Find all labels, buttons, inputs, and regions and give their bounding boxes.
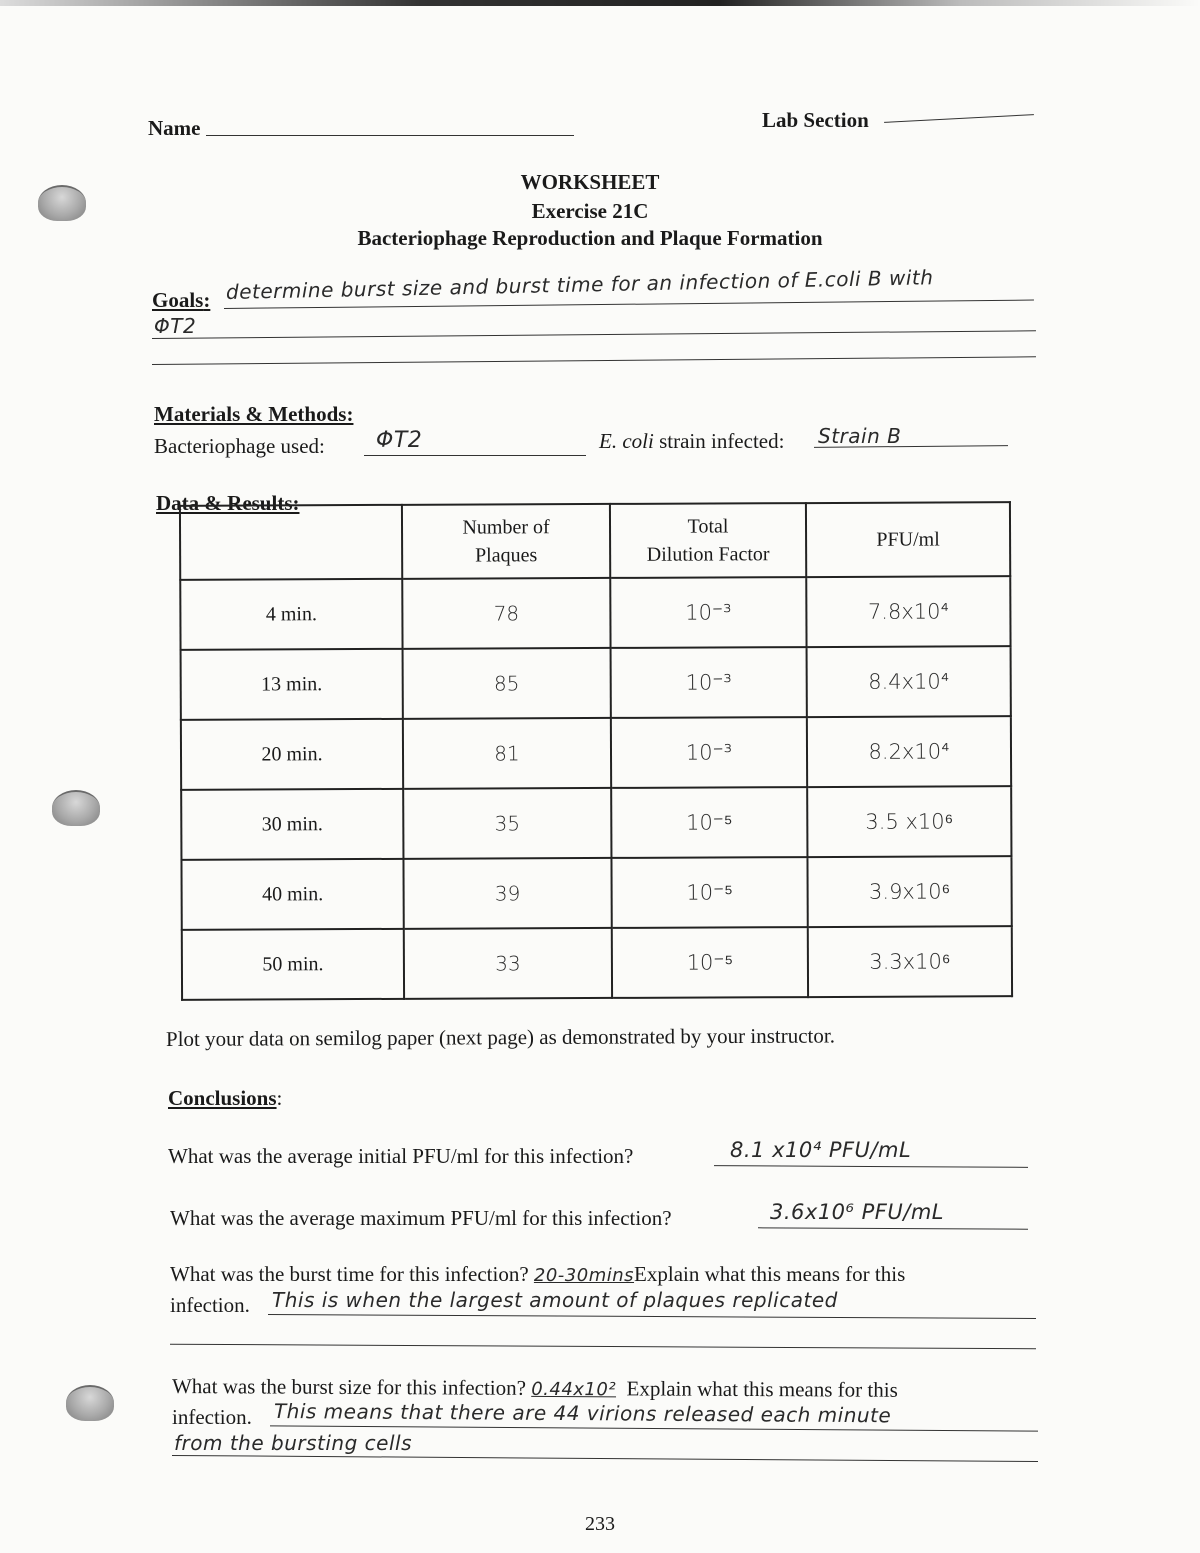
table-row	[181, 856, 1011, 930]
row-plaques: 81	[403, 718, 611, 789]
row-pfu: 3.3x10⁶	[808, 926, 1012, 997]
conclusions-heading: Conclusions:	[168, 1086, 283, 1110]
row-time: 20 min.	[181, 719, 403, 790]
worksheet-subtitle: Bacteriophage Reproduction and Plaque Formation	[357, 226, 823, 250]
header-dilution: Total Dilution Factor	[610, 503, 806, 578]
exercise-title: Exercise 21C	[531, 199, 649, 223]
row-plaques: 85	[403, 648, 611, 719]
materials-heading: Materials & Methods:	[154, 402, 354, 426]
row-pfu: 8.4x10⁴	[807, 646, 1011, 717]
answer-max-pfu: 3.6x10⁶ PFU/mL	[770, 1200, 944, 1224]
lab-section-label: Lab Section	[762, 108, 869, 132]
answer-initial-pfu: 8.1 x10⁴ PFU/mL	[730, 1138, 912, 1162]
question-burst-size: What was the burst size for this infection? 0.44x10² Explain what this means for this	[171, 1374, 898, 1402]
row-dilution: 10⁻⁵	[612, 927, 808, 998]
plot-instruction: Plot your data on semilog paper (next page) as demonstrated by your instructor.	[165, 1023, 835, 1051]
answer-line-burst-size-2	[172, 1455, 1038, 1462]
question-max-pfu: What was the average maximum PFU/ml for this infection?	[170, 1206, 672, 1230]
answer-burst-size-explanation-1: This means that there are 44 virions released each minute	[273, 1399, 892, 1428]
question-burst-size-infection: infection.	[172, 1405, 252, 1429]
row-plaques: 33	[404, 928, 612, 999]
scan-edge	[0, 0, 1200, 6]
answer-burst-time-explanation: This is when the largest amount of plaques replicated	[272, 1288, 838, 1312]
page-number: 233	[585, 1513, 615, 1535]
goals-answer-line2: ΦT2	[154, 314, 197, 338]
name-line	[206, 135, 574, 136]
header-time	[180, 505, 402, 580]
row-plaques: 39	[403, 858, 611, 929]
header-plaques: Number of Plaques	[402, 504, 610, 579]
row-dilution: 10⁻⁵	[611, 787, 807, 858]
row-dilution: 10⁻⁵	[611, 857, 807, 928]
binder-hole-bottom	[66, 1385, 114, 1421]
answer-line-initial-pfu	[714, 1165, 1028, 1168]
table-row	[181, 716, 1011, 790]
row-pfu: 8.2x10⁴	[807, 716, 1011, 787]
goals-line-2	[152, 330, 1036, 339]
table-row	[181, 786, 1011, 860]
answer-burst-time: 20-30mins	[533, 1265, 635, 1286]
lab-section-line	[884, 114, 1034, 123]
row-plaques: 35	[403, 788, 611, 859]
question-initial-pfu: What was the average initial PFU/ml for this infection?	[168, 1144, 634, 1168]
header-pfu: PFU/ml	[806, 502, 1010, 577]
row-time: 4 min.	[180, 579, 402, 650]
phage-value: ΦT2	[376, 428, 423, 453]
answer-burst-size: 0.44x10²	[531, 1378, 617, 1401]
table-header-row	[180, 502, 1010, 580]
row-dilution: 10⁻³	[610, 577, 806, 648]
row-time: 40 min.	[181, 859, 403, 930]
row-pfu: 3.5 x10⁶	[807, 786, 1011, 857]
question-burst-time-infection: infection.	[170, 1293, 250, 1317]
answer-line-burst-time-2	[170, 1344, 1036, 1350]
table-row	[181, 646, 1011, 720]
goals-answer-line1: determine burst size and burst time for an infection of E.coli B with	[225, 265, 934, 304]
data-results-heading: Data & Results:	[156, 491, 300, 515]
name-label: Name	[148, 116, 201, 140]
row-time: 13 min.	[181, 649, 403, 720]
row-dilution: 10⁻³	[611, 647, 807, 718]
table-row	[182, 926, 1012, 1000]
row-time: 30 min.	[181, 789, 403, 860]
worksheet-title: WORKSHEET	[520, 170, 660, 194]
phage-label: Bacteriophage used:	[154, 434, 325, 458]
goals-label: Goals:	[152, 288, 211, 312]
answer-burst-size-explanation-2: from the bursting cells	[174, 1431, 412, 1455]
row-pfu: 7.8x10⁴	[806, 576, 1010, 647]
row-pfu: 3.9x10⁶	[807, 856, 1011, 927]
results-table	[179, 501, 1013, 1001]
phage-line	[364, 455, 586, 456]
goals-line-3	[152, 356, 1036, 365]
question-burst-time: What was the burst time for this infection? 20-30minsExplain what this means for this	[170, 1262, 906, 1286]
strain-value: Strain B	[818, 424, 902, 448]
row-dilution: 10⁻³	[611, 717, 807, 788]
strain-label: E. coli strain infected:	[599, 429, 785, 453]
answer-line-burst-time-1	[268, 1314, 1036, 1319]
table-row	[180, 576, 1010, 650]
row-plaques: 78	[402, 578, 610, 649]
row-time: 50 min.	[182, 929, 404, 1000]
answer-line-max-pfu	[758, 1227, 1028, 1229]
binder-hole-middle	[52, 790, 100, 826]
